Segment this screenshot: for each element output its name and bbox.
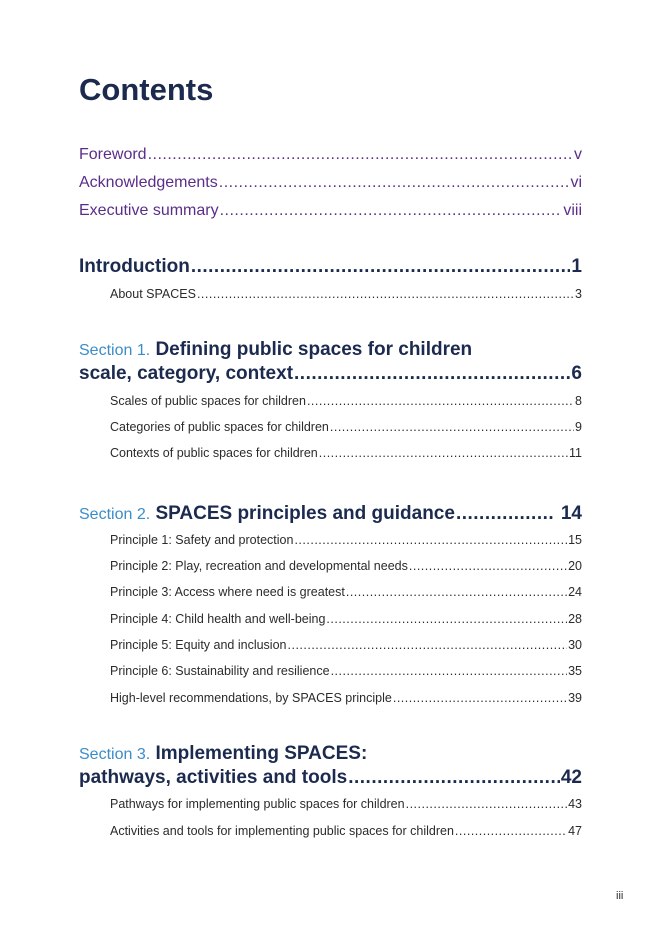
dot-leader — [294, 533, 567, 547]
toc-entry-page: viii — [563, 202, 582, 219]
toc-entry-page: 35 — [568, 664, 582, 678]
toc-subentry[interactable] — [110, 559, 582, 573]
dot-leader — [219, 174, 570, 192]
toc-entry-page: 1 — [571, 256, 582, 277]
toc-entry-page: 9 — [575, 420, 582, 434]
toc-entry-section-2[interactable] — [79, 503, 582, 525]
dot-leader — [220, 202, 563, 220]
toc-entry-page: 20 — [568, 559, 582, 573]
toc-entry-page: 28 — [568, 612, 582, 626]
toc-entry-foreword[interactable] — [79, 146, 582, 164]
toc-entry-section-1[interactable] — [79, 339, 582, 384]
toc-entry-page: 8 — [575, 394, 582, 408]
toc-entry-label: Pathways for implementing public spaces for children — [110, 797, 405, 811]
toc-entry-section-3[interactable] — [79, 743, 582, 788]
toc-entry-label: Principle 3: Access where need is greatest — [110, 585, 345, 599]
toc-subentry[interactable] — [110, 797, 582, 811]
toc-entry-label: Principle 4: Child health and well-being — [110, 612, 326, 626]
section-label: Section 1. — [79, 342, 151, 359]
toc-subentry[interactable] — [110, 533, 582, 547]
toc-entry-page: 30 — [568, 638, 582, 652]
toc-entry-page: 47 — [568, 824, 582, 838]
dot-leader — [307, 394, 574, 408]
toc-entry-page: 3 — [575, 287, 582, 301]
dot-leader — [197, 287, 574, 301]
toc-entry-page: 15 — [568, 533, 582, 547]
toc-entry-acknowledgements[interactable] — [79, 174, 582, 192]
toc-entry-page: vi — [570, 174, 582, 191]
dot-leader — [409, 559, 567, 573]
toc-subentry[interactable] — [110, 287, 582, 301]
dot-leader — [148, 146, 573, 164]
toc-entry-executive-summary[interactable] — [79, 202, 582, 220]
dot-leader — [346, 585, 567, 599]
toc-entry-label: About SPACES — [110, 287, 196, 301]
toc-entry-label: Principle 6: Sustainability and resilience — [110, 664, 330, 678]
toc-entry-page: 6 — [571, 363, 582, 384]
dot-leader — [288, 638, 568, 652]
page-title: Contents — [79, 72, 214, 107]
dot-leader — [393, 691, 567, 705]
toc-subentry[interactable] — [110, 664, 582, 678]
toc-entry-label: Activities and tools for implementing public spaces for children — [110, 824, 454, 838]
dot-leader — [331, 664, 568, 678]
section-label: Section 2. — [79, 506, 151, 523]
dot-leader — [330, 420, 574, 434]
dot-leader — [348, 767, 560, 789]
section-title-line1: Implementing SPACES: — [155, 743, 368, 764]
toc-subentry[interactable] — [110, 691, 582, 705]
toc-entry-page: 42 — [560, 767, 582, 788]
toc-entry-label: Introduction — [79, 256, 190, 277]
dot-leader — [455, 824, 567, 838]
page-number: iii — [616, 890, 624, 902]
toc-subentry[interactable] — [110, 638, 582, 652]
toc-entry-label: Categories of public spaces for children — [110, 420, 329, 434]
dot-leader — [326, 612, 567, 626]
toc-entry-page: 11 — [569, 446, 582, 460]
toc-subentry[interactable] — [110, 446, 582, 460]
toc-entry-page: v — [574, 146, 582, 163]
toc-entry-label: Executive summary — [79, 202, 219, 219]
dot-leader — [406, 797, 568, 811]
toc-entry-page: 43 — [568, 797, 582, 811]
toc-entry-page: 14 — [560, 503, 582, 524]
toc-entry-label: Principle 5: Equity and inclusion — [110, 638, 287, 652]
toc-entry-page: 24 — [568, 585, 582, 599]
dot-leader — [294, 363, 570, 385]
toc-entry-label: Principle 2: Play, recreation and developmental needs — [110, 559, 408, 573]
toc-entry-introduction[interactable] — [79, 256, 582, 278]
section-title-line2: pathways, activities and tools — [79, 767, 348, 788]
dot-leader — [319, 446, 568, 460]
toc-entry-label: Contexts of public spaces for children — [110, 446, 318, 460]
toc-entry-label: Scales of public spaces for children — [110, 394, 306, 408]
section-label: Section 3. — [79, 746, 151, 763]
dot-leader — [191, 256, 571, 278]
toc-entry-label: High-level recommendations, by SPACES principle — [110, 691, 392, 705]
section-title-line1: Defining public spaces for children — [155, 339, 473, 360]
toc-subentry[interactable] — [110, 585, 582, 599]
toc-entry-label: Principle 1: Safety and protection — [110, 533, 294, 547]
toc-subentry[interactable] — [110, 394, 582, 408]
toc-entry-label: Acknowledgements — [79, 174, 218, 191]
toc-subentry[interactable] — [110, 420, 582, 434]
toc-entry-label: Foreword — [79, 146, 147, 163]
section-title-line2: scale, category, context — [79, 363, 294, 384]
toc-subentry[interactable] — [110, 824, 582, 838]
dot-leader — [456, 503, 554, 525]
section-title: SPACES principles and guidance — [155, 503, 455, 524]
toc-entry-page: 39 — [568, 691, 582, 705]
toc-subentry[interactable] — [110, 612, 582, 626]
